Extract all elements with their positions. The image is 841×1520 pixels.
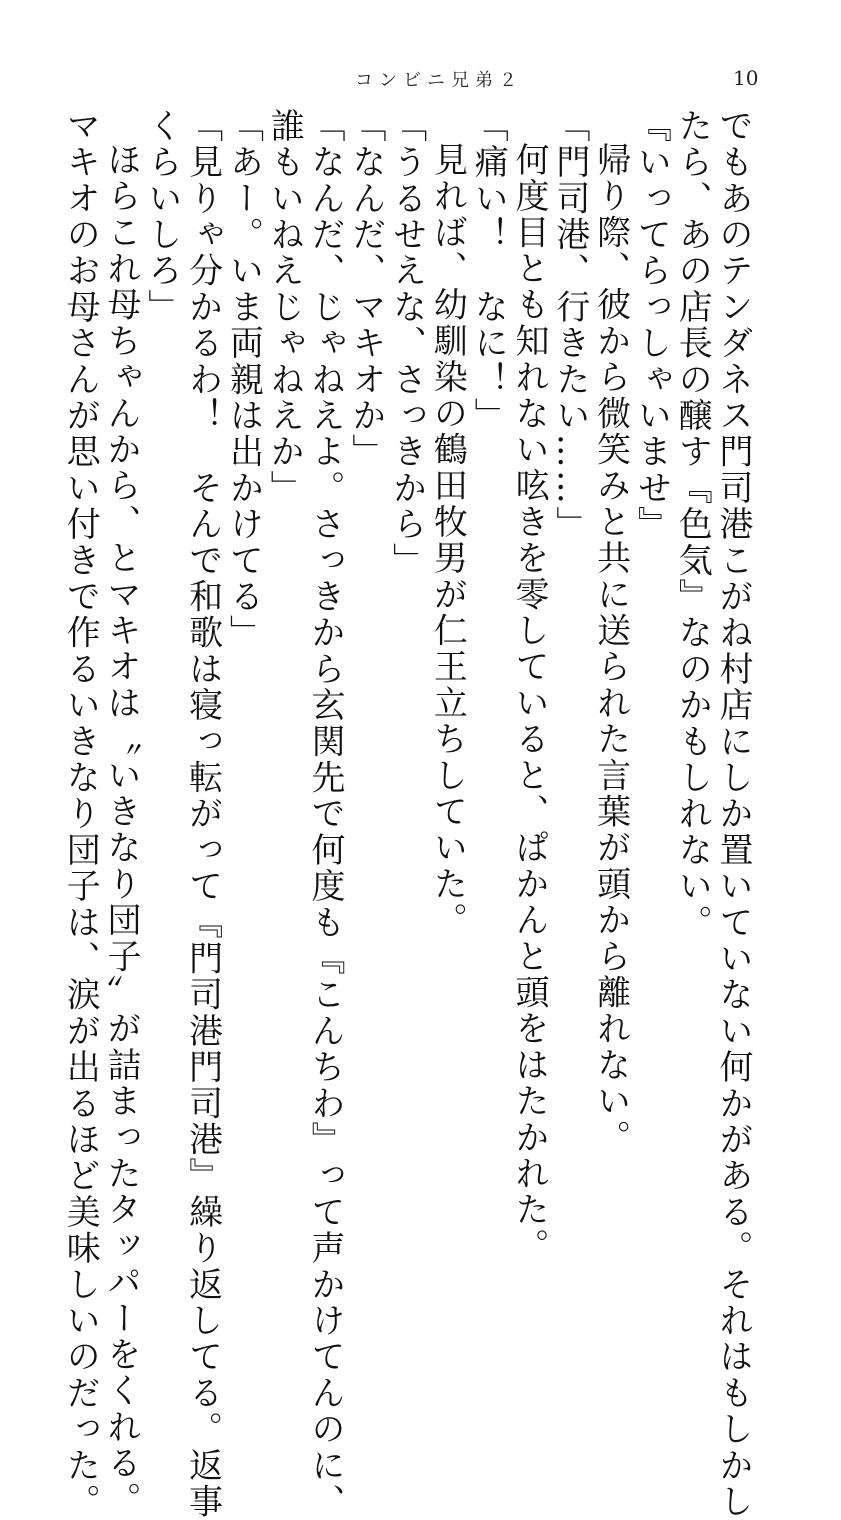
page-number: 10 xyxy=(733,66,759,90)
text-line: たら、あの店長の醸す『色気』なのかもしれない。 xyxy=(672,108,713,941)
text-line: 誰もいねえじゃねえか」 xyxy=(264,108,305,507)
text-line: 帰り際、彼から微笑みと共に送られた言葉が頭から離れない。 xyxy=(590,142,631,1156)
text-line: ほらこれ母ちゃんから、とマキオは〝いきなり団子〟が詰まったタッパーをくれる。 xyxy=(101,142,142,1518)
text-line: 見れば、幼馴染の鶴田牧男が仁王立ちしていた。 xyxy=(427,142,468,939)
text-line: でもあのテンダネス門司港こがね村店にしか置いていない何かがある。それはもしかし xyxy=(713,108,753,1520)
text-line: 「なんだ、マキオか」 xyxy=(345,108,386,470)
text-line: 『いってらっしゃいませ』 xyxy=(631,108,672,543)
text-line: マキオのお母さんが思い付きで作るいきなり団子は、涙が出るほど美味しいのだった。 xyxy=(60,108,101,1520)
text-line: 「門司港、行きたい……」 xyxy=(549,108,590,543)
page-header xyxy=(0,66,841,96)
vertical-text-body xyxy=(59,108,753,1520)
text-line: くらいしろ」 xyxy=(141,108,182,326)
text-line: 「なんだ、じゃねえよ。さっきから玄関先で何度も『こんちわ』って声かけてんのに、 xyxy=(305,108,346,1520)
text-line: 「痛い！ なに！」 xyxy=(468,108,509,434)
text-line: 「うるせえな、さっきから」 xyxy=(386,108,427,579)
running-title: コンビニ兄弟２ xyxy=(355,70,523,91)
text-line: 「あー。いま両親は出かけてる」 xyxy=(223,108,264,651)
text-line: 何度目とも知れない呟きを零していると、ぱかんと頭をはたかれた。 xyxy=(509,142,550,1265)
text-line: 「見りゃ分かるわ！ そんで和歌は寝っ転がって『門司港門司港』繰り返してる。返事 xyxy=(182,108,223,1520)
